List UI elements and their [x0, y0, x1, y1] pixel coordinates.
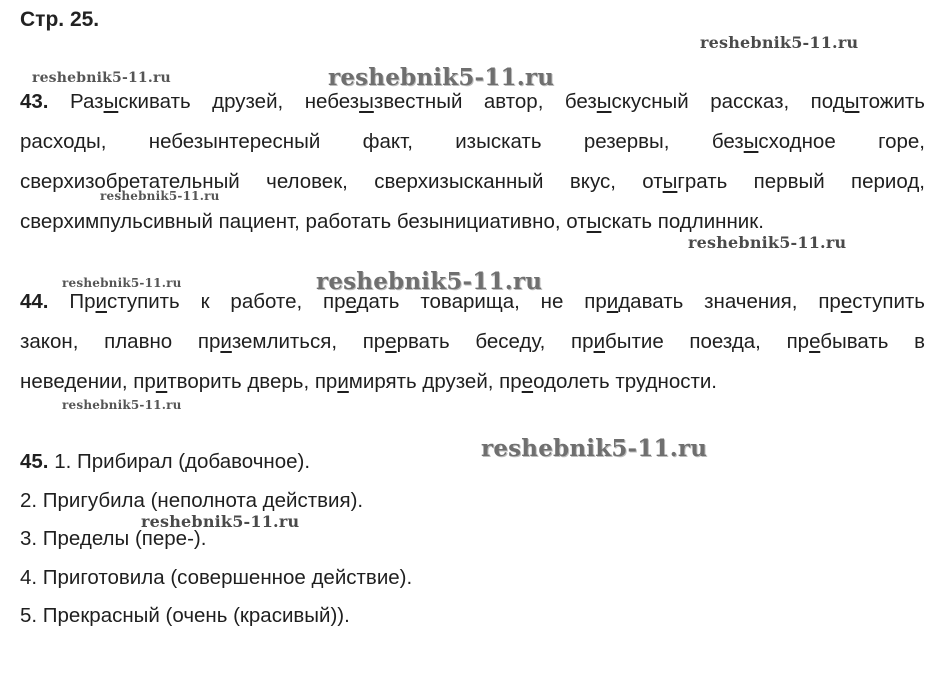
exercise-number: 45.: [20, 450, 49, 473]
text-line: 43. Разыскивать друзей, небезызвестный автор, безыскусный рассказ, подытожить: [20, 90, 925, 113]
watermark: reshebnik5-11.ru: [700, 33, 859, 52]
exercise-44: [20, 282, 925, 402]
watermark: reshebnik5-11.ru: [316, 268, 543, 295]
list-item: 45. 1. Прибирал (добавочное).: [20, 450, 311, 473]
list-item: 4. Приготовила (совершенное действие).: [20, 565, 413, 589]
watermark: reshebnik5-11.ru: [481, 435, 708, 462]
watermark: reshebnik5-11.ru: [141, 512, 300, 531]
exercise-45: [20, 443, 412, 636]
watermark: reshebnik5-11.ru: [328, 64, 555, 91]
list-item: 2. Пригубила (неполнота действия).: [20, 488, 364, 512]
watermark: reshebnik5-11.ru: [100, 189, 220, 203]
text-line: сверхимпульсивный пациент, работать безынициативно, отыскать подлинник.: [20, 210, 764, 233]
watermark: reshebnik5-11.ru: [62, 276, 182, 290]
watermark: reshebnik5-11.ru: [62, 398, 182, 412]
text-line: неведении, притворить дверь, примирять друзей, преодолеть трудности.: [20, 370, 718, 393]
exercise-43: [20, 82, 925, 242]
list-item: 3. Пределы (пере-).: [20, 527, 207, 550]
text-line: закон, плавно приземлиться, прервать беседу, прибытие поезда, пребывать в: [20, 330, 925, 353]
exercise-number: 44.: [20, 290, 49, 313]
exercise-number: 43.: [20, 90, 49, 113]
watermark: reshebnik5-11.ru: [32, 70, 171, 86]
list-item: 5. Прекрасный (очень (красивый)).: [20, 604, 350, 627]
page-number: Стр. 25.: [20, 8, 100, 31]
watermark: reshebnik5-11.ru: [688, 233, 847, 252]
text-line: 44. Приступить к работе, предать товарища, не придавать значения, преступить: [20, 290, 925, 313]
text-line: расходы, небезынтересный факт, изыскать резервы, безысходное горе,: [20, 130, 925, 153]
text-line: сверхизобретательный человек, сверхизысканный вкус, отыграть первый период,: [20, 170, 925, 193]
